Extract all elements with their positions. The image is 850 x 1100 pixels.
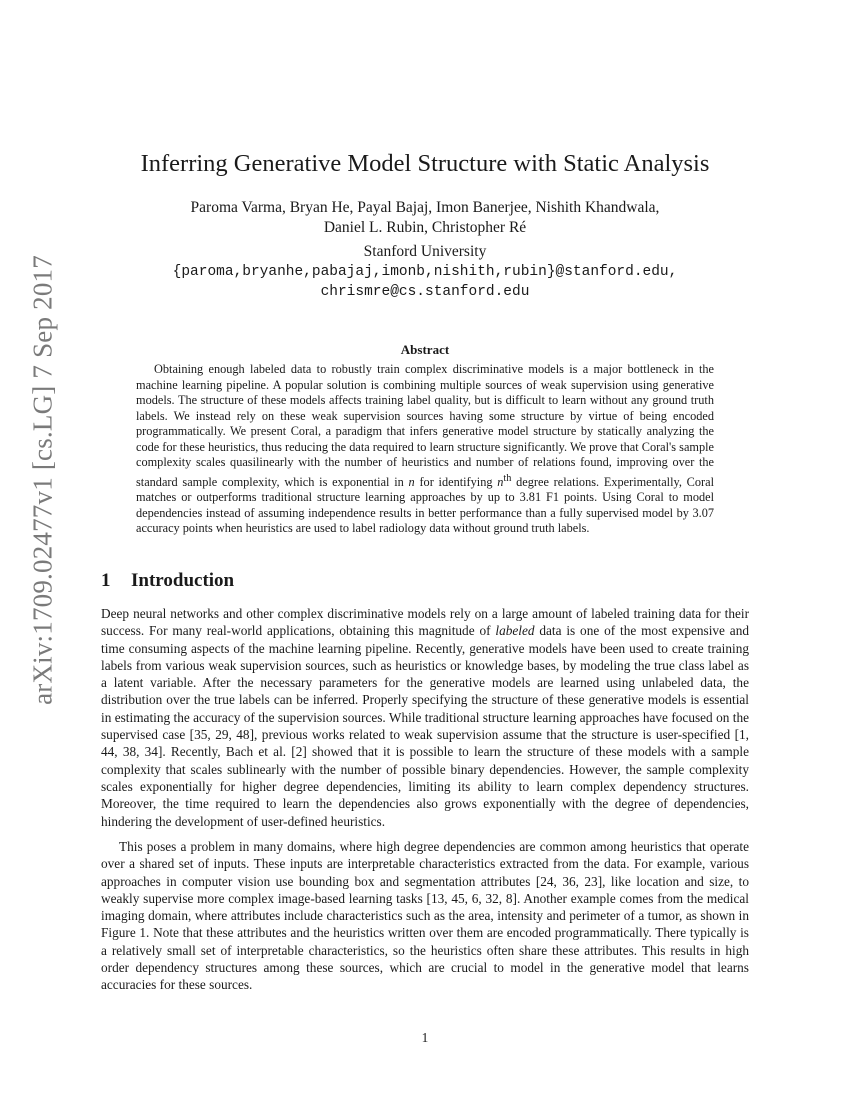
abstract-text-part-1: Obtaining enough labeled data to robustly train complex discriminative models is a major bottleneck in the machine learning pipeline. A popular solution is combining multiple sources of weak supervision using generative models. The structure of these models affects training label quality, but is difficult to learn without any ground truth labels. We instead rely on these weak supervision sources having some structure by virtue of being encoded programmatically. We present Coral, a paradigm that infers generative model structure by statically analyzing the code for these heuristics, thus reducing the data required to learn structure significantly. We prove that Coral's sample complexity scales quasilinearly with the number of heuristics and number of relations found, improving over the standard sample complexity, which is exponential in <box>136 362 714 489</box>
abstract-text-part-2: for identifying <box>414 474 498 489</box>
math-superscript-th: th <box>503 472 512 484</box>
author-line-1: Paroma Varma, Bryan He, Payal Bajaj, Imon Banerjee, Nishith Khandwala, <box>190 199 660 216</box>
intro-paragraph-1 <box>101 605 749 830</box>
abstract-text <box>136 362 714 537</box>
math-superscript-base: n <box>497 474 504 489</box>
abstract-heading: Abstract <box>400 342 450 357</box>
affiliation: Stanford University <box>363 243 487 260</box>
paper-title: Inferring Generative Model Structure with Static Analysis <box>140 150 710 177</box>
email-line-2: chrismre@cs.stanford.edu <box>320 284 530 300</box>
section-number: 1 <box>101 570 111 591</box>
page-number: 1 <box>421 1030 429 1045</box>
section-heading-introduction <box>101 570 234 592</box>
author-line-2: Daniel L. Rubin, Christopher Ré <box>323 219 527 236</box>
intro-paragraph-2: This poses a problem in many domains, where high degree dependencies are common among heuristics that operate over a shared set of inputs. These inputs are interpretable characteristics extracted from the data. For example, various approaches in computer vision use bounding box and segmentation attributes [24, 36, 23], like location and size, to weakly supervise more complex image-based learning tasks [13, 45, 6, 32, 8]. Another example comes from the medical imaging domain, where attributes include characteristics such as the area, intensity and perimeter of a tumor, as shown in Figure 1. Note that these attributes and the heuristics written over them are encoded programmatically. There typically is a relatively small set of interpretable characteristics, so the heuristics often share these attributes. This results in high order dependency structures among these sources, which are crucial to model in the generative model that learns accuracies for these sources. <box>101 839 749 993</box>
math-variable-n: n <box>408 474 415 489</box>
author-list <box>0 198 850 238</box>
abstract-text-part-3: degree relations. Experimentally, Coral matches or outperforms traditional structure learning approaches by up to 3.81 F1 points. Using Coral to model dependencies instead of assuming independence results in better performance than a fully supervised model by 3.07 accuracy points when heuristics are used to label radiology data without ground truth labels. <box>136 474 714 536</box>
intro-paragraph-1-part-1: Deep neural networks and other complex discriminative models rely on a large amount of labeled training data for their success. For many real-world applications, obtaining this magnitude of <box>101 606 749 639</box>
section-title: Introduction <box>131 570 235 591</box>
intro-paragraph-1-part-2: data is one of the most expensive and time consuming aspects of the machine learning pipeline. Recently, generative models have been used to create training labels from various weak supervision sources, such as heuristics or knowledge bases, by modeling the true class label as a latent variable. After the necessary parameters for the generative models are learned using unlabeled data, the distribution over the true labels can be inferred. Properly specifying the structure of these generative models is essential in estimating the accuracy of the supervision sources. While traditional structure learning approaches have focused on the supervised case [35, 29, 48], previous works related to weak supervision assume that the structure is user-specified [1, 44, 38, 34]. Recently, Bach et al. [2] showed that it is possible to learn the structure of these models with a sample complexity that scales sublinearly with the number of possible binary dependencies. However, the sample complexity scales exponentially for higher degree dependencies, limiting its ability to learn complex dependency structures. Moreover, the time required to learn the dependencies also grows exponentially with the degree of dependencies, hindering the development of user-defined heuristics. <box>101 623 749 829</box>
email-line-1: {paroma,bryanhe,pabajaj,imonb,nishith,rubin}@stanford.edu, <box>172 264 678 280</box>
emphasis-labeled: labeled <box>495 623 535 639</box>
author-emails <box>0 262 850 302</box>
arxiv-identifier: arXiv:1709.02477v1 [cs.LG] 7 Sep 2017 <box>27 255 58 705</box>
